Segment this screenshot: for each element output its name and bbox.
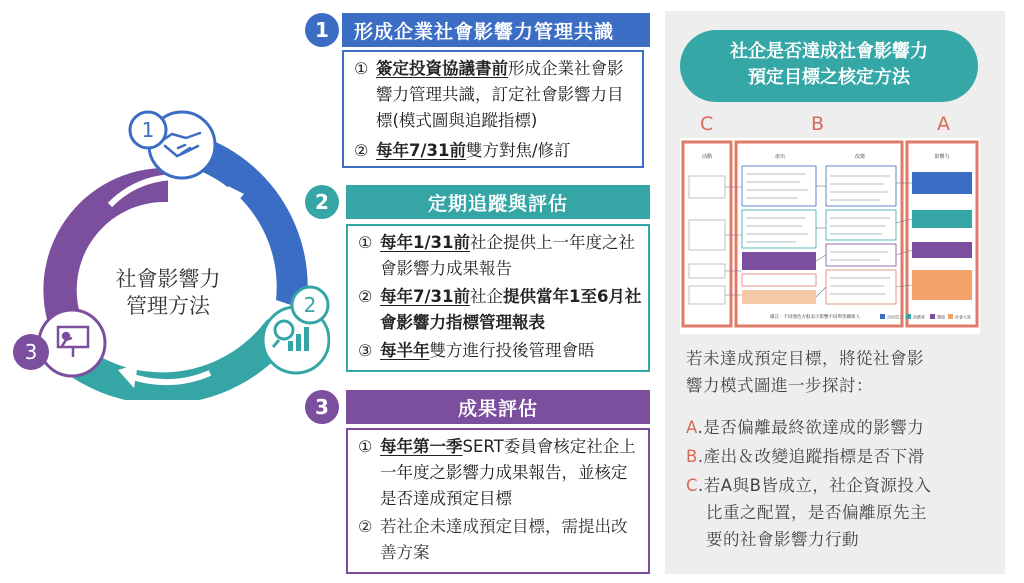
section-2-box <box>346 224 650 372</box>
question-c: C.若A與B皆成立，社企資源投入 比重之配置，是否偏離原先主 要的社會影響力行動 <box>686 476 932 549</box>
column-letter-b: B <box>811 113 825 135</box>
svg-text:影響力: 影響力 <box>934 154 950 160</box>
presentation-icon-circle <box>39 310 105 376</box>
impact-model-thumbnail <box>680 138 980 334</box>
cycle-center-title: 社會影響力 管理方法 <box>115 267 221 318</box>
method-title-pill: 社企是否達成社會影響力 預定目標之核定方法 <box>680 30 978 102</box>
svg-text:產出: 產出 <box>774 154 786 160</box>
svg-text:1: 1 <box>141 118 155 142</box>
section-1-item-1: ① 簽定投資協議書前形成企業社會影響力管理共識，訂定社會影響力目標(模式圖與追蹤指標) <box>354 59 624 130</box>
svg-text:環境: 環境 <box>937 314 945 320</box>
section-3-header: 成果評估 <box>346 390 650 424</box>
section-3-item-2: ② 若社企未達成預定目標，需提出改善方案 <box>358 517 628 562</box>
section-3-number: 3 <box>305 390 339 424</box>
section-3-box <box>346 428 650 574</box>
question-b: B.產出＆改變追蹤指標是否下滑 <box>686 447 925 466</box>
section-1-item-2: ② 每年7/31前雙方對焦/修訂 <box>354 141 571 160</box>
svg-text:自付員工: 自付員工 <box>887 314 903 320</box>
section-2-item-1: ① 每年1/31前社企提供上一年度之社會影響力成果報告 <box>358 233 635 278</box>
column-letter-a: A <box>937 113 950 135</box>
section-2-header: 定期追蹤與評估 <box>346 185 650 219</box>
section-1-number: 1 <box>305 13 339 47</box>
section-1-box <box>342 50 644 168</box>
svg-text:消費者: 消費者 <box>913 314 925 320</box>
cycle-arrow-right <box>258 255 266 318</box>
svg-text:活動: 活動 <box>701 154 713 160</box>
svg-text:改變: 改變 <box>854 154 866 160</box>
svg-text:社會大眾: 社會大眾 <box>955 314 971 320</box>
right-desc: 若未達成預定目標，將從社會影 響力模式圖進一步探討： <box>686 349 924 395</box>
column-letter-c: C <box>700 113 714 135</box>
section-2-item-2: ② 每年7/31前社企提供當年1至6月社會影響力指標管理報表 <box>358 287 642 332</box>
cycle-diagram <box>0 100 330 400</box>
svg-text:備註：不同顏色方框表示影響不同利害關係人: 備註：不同顏色方框表示影響不同利害關係人 <box>770 315 860 320</box>
question-a: A.是否偏離最終欲達成的影響力 <box>686 418 925 437</box>
section-2-number: 2 <box>305 185 339 219</box>
section-3-item-1: ① 每年第一季SERT委員會核定社企上一年度之影響力成果報告，並核定是否達成預定目標 <box>358 437 636 508</box>
svg-text:2: 2 <box>303 293 317 317</box>
svg-text:3: 3 <box>24 340 38 364</box>
section-1-header: 形成企業社會影響力管理共識 <box>342 13 650 47</box>
section-2-item-3: ③ 每半年雙方進行投後管理會晤 <box>358 341 595 360</box>
